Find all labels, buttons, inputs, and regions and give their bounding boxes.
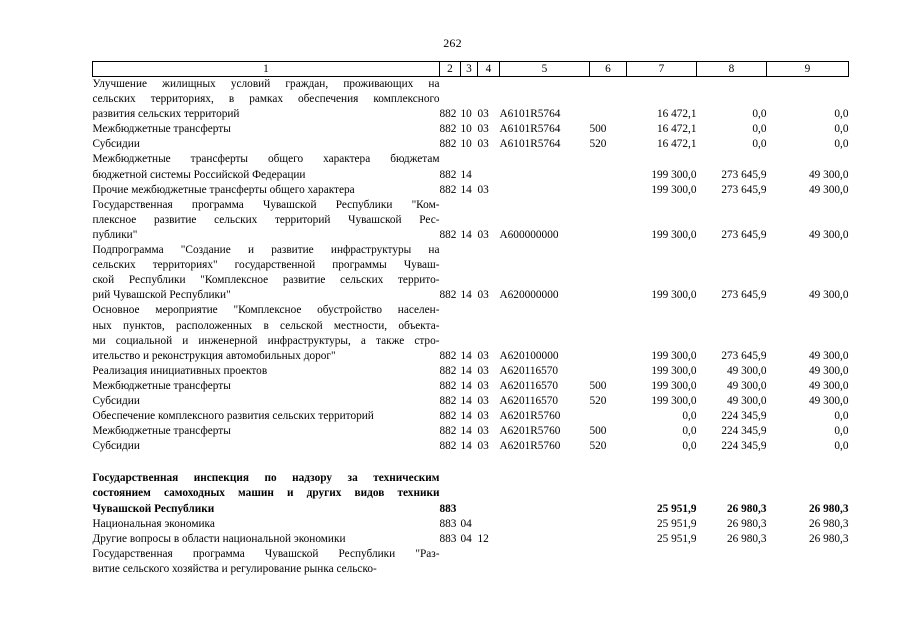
code-section-cell: 04 (460, 517, 472, 530)
amount-col7-cell: 199 300,0 (651, 168, 697, 181)
expense-type-cell: 520 (589, 440, 607, 453)
code-subsection-cell: 03 (477, 228, 489, 241)
item-name-line: Государственная инспекция по надзору за техническим (92, 472, 440, 485)
item-name-line: Межбюджетные трансферты (92, 425, 231, 438)
page-number: 262 (443, 36, 462, 50)
target-article-cell: А6101R5764 (499, 108, 561, 121)
item-name-line: Государственная программа Чувашской Республики "Ком- (92, 198, 440, 211)
target-article-cell (500, 152, 590, 182)
code-subsection-cell: 03 (477, 349, 489, 362)
col-header-7: 7 (627, 62, 697, 77)
item-name-line: Обеспечение комплексного развития сельских территорий (92, 410, 374, 423)
item-name-line: ми социальной и инженерной инфраструктуры, а также стро- (92, 334, 440, 347)
expense-type-cell: 520 (589, 394, 607, 407)
item-name-line: сельских территориях, в рамках обеспечения комплексного (92, 93, 440, 106)
amount-col9-cell: 26 980,3 (808, 532, 849, 545)
item-name-line: рий Чувашской Республики" (92, 289, 231, 302)
expense-type-cell: 500 (589, 123, 607, 136)
table-body (93, 77, 849, 578)
table-row (93, 303, 849, 363)
amount-col8-cell: 273 645,9 (721, 183, 767, 196)
item-name-line: Государственная программа Чувашской Республики "Раз- (92, 547, 440, 560)
table-row (93, 439, 849, 454)
item-name-line: ской Республики "Комплексное развитие сельских террито- (92, 274, 440, 287)
amount-col8-cell: 49 300,0 (726, 394, 767, 407)
amount-col7-cell: 25 951,9 (656, 517, 697, 530)
code-section-cell: 14 (460, 168, 472, 181)
code-subsection-cell (478, 547, 500, 577)
amount-col9-cell: 0,0 (834, 410, 849, 423)
item-name-line: Прочие межбюджетные трансферты общего характера (92, 183, 355, 196)
target-article-cell: А6201R5760 (499, 440, 561, 453)
target-article-cell: А620000000 (499, 289, 559, 302)
code-subsection-cell: 03 (477, 425, 489, 438)
code-ministry-cell: 882 (439, 123, 457, 136)
amount-col9-cell: 26 980,3 (808, 517, 849, 530)
amount-col8-cell: 26 980,3 (726, 517, 767, 530)
target-article-cell: А620116570 (499, 379, 559, 392)
amount-col8-cell: 273 645,9 (721, 349, 767, 362)
col-header-9: 9 (767, 62, 849, 77)
col-header-1: 1 (93, 62, 440, 77)
table-row (93, 364, 849, 379)
expense-type-cell: 500 (589, 425, 607, 438)
target-article-cell: А6201R5760 (499, 410, 561, 423)
amount-col8-cell: 0,0 (752, 138, 767, 151)
code-subsection-cell (478, 517, 500, 532)
target-article-cell: А620100000 (499, 349, 559, 362)
item-name-line: Субсидии (92, 394, 140, 407)
table-row (93, 152, 849, 182)
code-ministry-cell: 882 (439, 379, 457, 392)
expense-type-cell (590, 517, 627, 532)
item-name-line: Подпрограмма "Создание и развитие инфраструктуры на (92, 244, 440, 257)
header-row (93, 62, 849, 77)
amount-col9-cell: 49 300,0 (808, 228, 849, 241)
item-name-line: витие сельского хозяйства и регулирование рынка сельско- (92, 562, 377, 575)
item-name-cell (93, 547, 440, 577)
expense-type-cell (590, 409, 627, 424)
amount-col8-cell: 224 345,9 (721, 425, 767, 438)
target-article-cell: А6201R5760 (499, 425, 561, 438)
item-name-cell (93, 243, 440, 303)
amount-col7-cell: 199 300,0 (651, 394, 697, 407)
item-name-line: ных пунктов, расположенных в сельской местности, объекта- (92, 319, 440, 332)
item-name-line: Основное мероприятие "Комплексное обустройство населен- (92, 304, 440, 317)
code-section-cell: 14 (460, 394, 472, 407)
table-row (93, 122, 849, 137)
amount-col7-cell: 199 300,0 (651, 289, 697, 302)
target-article-cell (500, 547, 590, 577)
code-section-cell: 14 (460, 425, 472, 438)
table-row (93, 77, 849, 123)
code-section-cell: 04 (460, 532, 472, 545)
item-name-line: Межбюджетные трансферты (92, 123, 231, 136)
expense-type-cell: 500 (589, 379, 607, 392)
amount-col7-cell: 16 472,1 (656, 108, 697, 121)
item-name-cell (93, 439, 440, 454)
code-ministry-cell: 882 (439, 108, 457, 121)
code-ministry-cell: 882 (439, 168, 457, 181)
code-section-cell: 14 (460, 364, 472, 377)
item-name-line: публики" (92, 228, 138, 241)
expense-type-cell (590, 547, 627, 577)
item-name-cell (93, 424, 440, 439)
item-name-cell (93, 152, 440, 182)
amount-col7-cell: 199 300,0 (651, 379, 697, 392)
code-subsection-cell: 03 (477, 289, 489, 302)
item-name-cell (93, 183, 440, 198)
amount-col9-cell: 49 300,0 (808, 364, 849, 377)
item-name-cell (93, 122, 440, 137)
item-name-line: Субсидии (92, 138, 140, 151)
item-name-cell (93, 198, 440, 243)
item-name-line: Улучшение жилищных условий граждан, проживающих на (92, 78, 440, 90)
amount-col9-cell: 0,0 (834, 440, 849, 453)
spacer-cell (93, 454, 849, 471)
amount-col7-cell: 0,0 (682, 440, 697, 453)
target-article-cell: А620116570 (499, 394, 559, 407)
target-article-cell: А6101R5764 (499, 123, 561, 136)
expense-type-cell (590, 198, 627, 243)
code-section-cell: 10 (460, 108, 472, 121)
code-ministry-cell: 882 (439, 183, 457, 196)
code-ministry-cell: 882 (439, 138, 457, 151)
amount-col7-cell: 0,0 (682, 425, 697, 438)
table-row (93, 183, 849, 198)
amount-col8-cell: 0,0 (752, 108, 767, 121)
code-ministry-cell: 882 (439, 228, 457, 241)
item-name-line: Реализация инициативных проектов (92, 364, 268, 377)
expense-type-cell (590, 364, 627, 379)
item-name-line: Другие вопросы в области национальной экономики (92, 532, 346, 545)
item-name-cell (93, 77, 440, 123)
amount-col7-cell: 16 472,1 (656, 123, 697, 136)
table-row (93, 409, 849, 424)
table-row (93, 471, 849, 516)
code-subsection-cell: 03 (477, 394, 489, 407)
code-subsection-cell: 03 (477, 183, 489, 196)
code-ministry-cell: 882 (439, 289, 457, 302)
item-name-cell (93, 303, 440, 363)
amount-col8-cell (697, 547, 767, 577)
col-header-3: 3 (461, 62, 478, 77)
code-subsection-cell: 03 (477, 138, 489, 151)
amount-col7-cell: 25 951,9 (656, 502, 697, 515)
code-section-cell (461, 547, 478, 577)
expense-type-cell: 520 (589, 138, 607, 151)
code-ministry-cell: 883 (439, 517, 457, 530)
amount-col7-cell: 199 300,0 (651, 228, 697, 241)
amount-col9-cell: 49 300,0 (808, 183, 849, 196)
amount-col8-cell: 224 345,9 (721, 440, 767, 453)
target-article-cell (500, 183, 590, 198)
expense-type-cell (590, 243, 627, 303)
code-ministry-cell: 882 (439, 394, 457, 407)
code-subsection-cell: 03 (477, 440, 489, 453)
item-name-line: Межбюджетные трансферты (92, 379, 231, 392)
target-article-cell (500, 471, 590, 516)
code-ministry-cell: 882 (439, 364, 457, 377)
amount-col9-cell: 49 300,0 (808, 289, 849, 302)
item-name-line: плексное развитие сельских территорий Чувашской Рес- (92, 213, 440, 226)
code-section-cell: 14 (460, 379, 472, 392)
item-name-cell (93, 394, 440, 409)
expense-type-cell (590, 77, 627, 123)
code-section-cell: 14 (460, 410, 472, 423)
item-name-cell (93, 409, 440, 424)
amount-col8-cell: 49 300,0 (726, 364, 767, 377)
amount-col9-cell: 26 980,3 (808, 502, 849, 515)
budget-table (92, 61, 849, 577)
code-section-cell: 14 (460, 228, 472, 241)
item-name-cell (93, 379, 440, 394)
code-ministry-cell: 882 (439, 440, 457, 453)
amount-col9-cell: 49 300,0 (808, 168, 849, 181)
amount-col7-cell: 16 472,1 (656, 138, 697, 151)
target-article-cell: А6101R5764 (499, 138, 561, 151)
col-header-5: 5 (500, 62, 590, 77)
code-ministry-cell: 882 (439, 410, 457, 423)
code-section-cell: 14 (460, 440, 472, 453)
code-subsection-cell: 03 (477, 364, 489, 377)
amount-col7-cell: 199 300,0 (651, 183, 697, 196)
code-ministry-cell: 882 (439, 349, 457, 362)
item-name-line: ительство и реконструкция автомобильных дорог" (92, 349, 336, 362)
code-subsection-cell: 03 (477, 410, 489, 423)
amount-col9-cell: 0,0 (834, 425, 849, 438)
col-header-4: 4 (478, 62, 500, 77)
item-name-line: Чувашской Республики (92, 502, 215, 515)
target-article-cell (500, 532, 590, 547)
expense-type-cell (590, 183, 627, 198)
amount-col8-cell: 26 980,3 (726, 502, 767, 515)
table-row (93, 137, 849, 152)
item-name-line: сельских территориях" государственной программы Чуваш- (92, 259, 440, 272)
item-name-line: Национальная экономика (92, 517, 215, 530)
col-header-6: 6 (590, 62, 627, 77)
table-row (93, 243, 849, 303)
amount-col9-cell: 49 300,0 (808, 394, 849, 407)
amount-col9-cell: 49 300,0 (808, 349, 849, 362)
table-row (93, 394, 849, 409)
table-row (93, 198, 849, 243)
code-ministry-cell: 882 (439, 425, 457, 438)
code-subsection-cell: 03 (477, 123, 489, 136)
expense-type-cell (590, 471, 627, 516)
item-name-cell (93, 471, 440, 516)
amount-col9-cell: 49 300,0 (808, 379, 849, 392)
code-subsection-cell (478, 152, 500, 182)
code-subsection-cell: 12 (477, 532, 489, 545)
amount-col8-cell: 49 300,0 (726, 379, 767, 392)
expense-type-cell (590, 152, 627, 182)
table-row (93, 517, 849, 532)
col-header-8: 8 (697, 62, 767, 77)
table-row (93, 532, 849, 547)
target-article-cell: А620116570 (499, 364, 559, 377)
amount-col8-cell: 273 645,9 (721, 168, 767, 181)
item-name-line: развития сельских территорий (92, 108, 240, 121)
amount-col9-cell: 0,0 (834, 123, 849, 136)
expense-type-cell (590, 532, 627, 547)
code-ministry-cell: 883 (439, 502, 457, 515)
target-article-cell: А600000000 (499, 228, 559, 241)
col-header-2: 2 (440, 62, 461, 77)
code-subsection-cell: 03 (477, 379, 489, 392)
code-section-cell: 14 (460, 349, 472, 362)
amount-col7-cell: 199 300,0 (651, 349, 697, 362)
amount-col8-cell: 224 345,9 (721, 410, 767, 423)
amount-col7-cell: 199 300,0 (651, 364, 697, 377)
table-row (93, 379, 849, 394)
amount-col8-cell: 273 645,9 (721, 228, 767, 241)
code-section-cell: 14 (460, 289, 472, 302)
code-section-cell: 10 (460, 138, 472, 151)
item-name-cell (93, 517, 440, 532)
amount-col8-cell: 273 645,9 (721, 289, 767, 302)
amount-col7-cell: 0,0 (682, 410, 697, 423)
item-name-cell (93, 137, 440, 152)
code-section-cell (461, 471, 478, 516)
item-name-line: состоянием самоходных машин и других видов техники (92, 487, 440, 500)
item-name-line: Межбюджетные трансферты общего характера бюджетам (92, 153, 440, 166)
target-article-cell (500, 517, 590, 532)
spacer-row (93, 454, 849, 471)
table-row (93, 424, 849, 439)
amount-col9-cell: 0,0 (834, 138, 849, 151)
expense-type-cell (590, 303, 627, 363)
code-subsection-cell (478, 471, 500, 516)
amount-col8-cell: 26 980,3 (726, 532, 767, 545)
amount-col9-cell (767, 547, 849, 577)
code-ministry-cell: 883 (439, 532, 457, 545)
code-ministry-cell (440, 547, 461, 577)
item-name-cell (93, 532, 440, 547)
code-subsection-cell: 03 (477, 108, 489, 121)
amount-col7-cell (627, 547, 697, 577)
amount-col8-cell: 0,0 (752, 123, 767, 136)
table-row (93, 547, 849, 577)
code-section-cell: 14 (460, 183, 472, 196)
item-name-cell (93, 364, 440, 379)
amount-col7-cell: 25 951,9 (656, 532, 697, 545)
code-section-cell: 10 (460, 123, 472, 136)
item-name-line: Субсидии (92, 440, 140, 453)
item-name-line: бюджетной системы Российской Федерации (92, 168, 306, 181)
amount-col9-cell: 0,0 (834, 108, 849, 121)
